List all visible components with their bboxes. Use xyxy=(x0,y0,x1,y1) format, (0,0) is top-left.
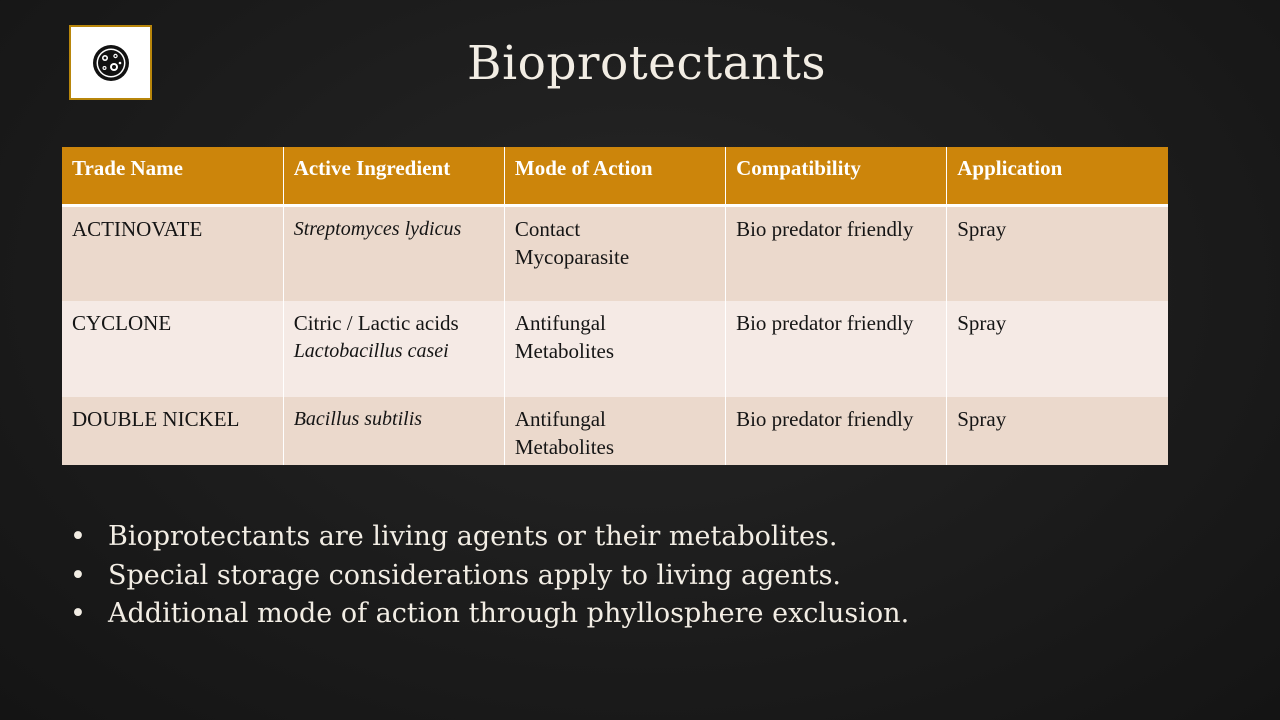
trade-name-cell: DOUBLE NICKEL xyxy=(62,397,283,465)
trade-name-cell: ACTINOVATE xyxy=(62,205,283,301)
ingredient-name: Citric / Lactic acids xyxy=(293,311,459,335)
mode-line: Mycoparasite xyxy=(514,244,630,269)
active-ingredient-cell xyxy=(283,301,504,397)
header-active-ingredient: Active Ingredient xyxy=(283,147,504,205)
ingredient-name: Streptomyces lydicus xyxy=(293,217,462,240)
trade-name-cell: CYCLONE xyxy=(62,301,283,397)
bullet-item xyxy=(70,518,909,557)
application-cell: Spray xyxy=(947,397,1168,465)
header-application: Application xyxy=(947,147,1168,205)
application-cell: Spray xyxy=(947,205,1168,301)
mode-line: Metabolites xyxy=(514,339,615,363)
slide-title: Bioprotectants xyxy=(467,36,826,91)
mode-line: Antifungal xyxy=(514,407,606,431)
mode-line: Metabolites xyxy=(514,435,615,459)
ingredient-name: Bacillus subtilis xyxy=(293,408,423,430)
active-ingredient-cell xyxy=(283,205,504,301)
mode-of-action-cell xyxy=(504,205,725,301)
bioprotectants-table xyxy=(62,147,1168,465)
header-mode-of-action: Mode of Action xyxy=(504,147,725,205)
compatibility-cell: Bio predator friendly xyxy=(726,397,947,465)
application-cell: Spray xyxy=(947,301,1168,397)
active-ingredient-cell xyxy=(283,397,504,465)
bullet-marker: • xyxy=(70,559,86,591)
table-row xyxy=(62,205,1168,301)
header-trade-name: Trade Name xyxy=(62,147,283,205)
bullet-item xyxy=(70,557,909,596)
table-row xyxy=(62,397,1168,465)
mode-of-action-cell xyxy=(504,397,725,465)
header-compatibility: Compatibility xyxy=(726,147,947,205)
bullet-marker: • xyxy=(70,598,86,629)
compatibility-cell: Bio predator friendly xyxy=(726,301,947,397)
bullet-text: Additional mode of action through phyllosphere exclusion. xyxy=(108,598,910,629)
bullet-list xyxy=(70,518,909,634)
bullet-text: Bioprotectants are living agents or their metabolites. xyxy=(108,521,838,552)
table-header-row xyxy=(62,147,1168,205)
mode-line: Antifungal xyxy=(514,311,606,335)
mode-line: Contact xyxy=(514,216,581,241)
table-row xyxy=(62,301,1168,397)
mode-of-action-cell xyxy=(504,301,725,397)
bullet-item xyxy=(70,595,909,634)
ingredient-name: Lactobacillus casei xyxy=(293,340,449,362)
compatibility-cell: Bio predator friendly xyxy=(726,205,947,301)
bullet-marker: • xyxy=(70,521,86,552)
bullet-text: Special storage considerations apply to living agents. xyxy=(108,559,842,591)
